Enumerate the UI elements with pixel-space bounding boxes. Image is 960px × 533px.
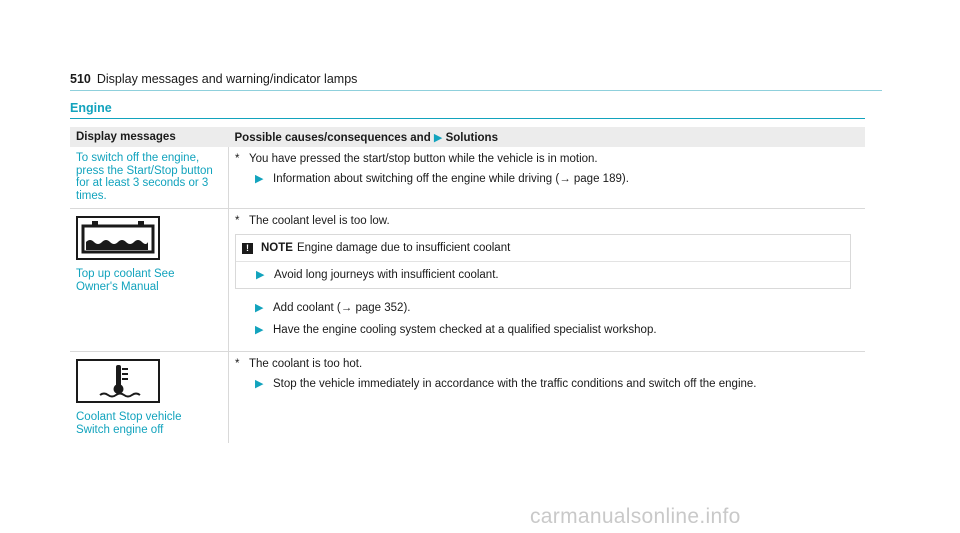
message-text: Top up coolant See Owner's Manual	[76, 268, 175, 293]
table-row	[70, 209, 865, 352]
table-row	[70, 352, 865, 444]
col-display-messages: Display messages	[70, 127, 229, 147]
play-arrow-icon: ▶	[255, 324, 264, 336]
col-causes-solutions	[229, 127, 866, 147]
page-ref-link[interactable]: page 189	[573, 173, 622, 185]
cause-text: You have pressed the start/stop button while the vehicle is in motion.	[249, 153, 598, 165]
note-box	[235, 234, 851, 289]
coolant-level-icon	[76, 216, 160, 260]
solution-end: ).	[621, 173, 629, 185]
play-arrow-icon: ▶	[256, 269, 265, 281]
warning-icon: !	[242, 243, 253, 254]
watermark: carmanualsonline.info	[530, 505, 741, 528]
coolant-temperature-icon	[76, 359, 160, 403]
message-cell	[70, 352, 229, 444]
message-cell	[70, 209, 229, 352]
message-cell	[70, 147, 229, 209]
section-title: Engine	[70, 101, 112, 115]
message-text-line2: Switch engine off	[76, 423, 164, 436]
chapter-title: Display messages and warning/indicator lamps	[96, 72, 358, 86]
solution-end: ).	[403, 302, 411, 314]
play-arrow-icon: ▶	[255, 378, 264, 390]
bullet-star: *	[235, 215, 240, 227]
col2-header-solutions: Solutions	[445, 131, 498, 144]
bullet-star: *	[235, 358, 240, 370]
note-label: NOTE	[261, 242, 293, 254]
note-solution: Avoid long journeys with insufficient coolant.	[274, 269, 499, 281]
solution-item: ▶ Add coolant (→ page 352).	[255, 302, 411, 314]
cause-cell	[229, 147, 866, 209]
cause-text: The coolant level is too low.	[249, 215, 390, 227]
section-rule	[70, 118, 865, 119]
play-arrow-icon: ▶	[255, 302, 264, 314]
play-arrow-icon: ▶	[433, 131, 443, 144]
cause-text: The coolant is too hot.	[249, 358, 363, 370]
cause-cell	[229, 209, 866, 352]
table-row	[70, 147, 865, 209]
message-text: To switch off the engine, press the Start/Stop button for at least 3 seconds or 3 times.	[76, 152, 213, 202]
solution-item	[255, 377, 859, 391]
col2-header-text: Possible causes/consequences and	[234, 131, 434, 144]
solution-item: ▶ Information about switching off the engine while driving (→ page 189).	[255, 173, 629, 185]
solution-item	[255, 323, 859, 337]
cause-cell	[229, 352, 866, 444]
page-ref-link[interactable]: page 352	[355, 302, 404, 314]
bullet-star: *	[235, 153, 240, 165]
page-number: 510	[70, 72, 91, 86]
solution-text: Stop the vehicle immediately in accordance with the traffic conditions and switch off the engine.	[273, 378, 757, 390]
message-text-line1: Coolant Stop vehicle	[76, 411, 182, 423]
play-arrow-icon: ▶	[255, 173, 264, 185]
solution-text: Add coolant (	[273, 302, 341, 314]
note-title: Engine damage due to insufficient coolant	[296, 242, 511, 254]
solution-text: Information about switching off the engine while driving (	[273, 173, 560, 185]
solution-text: Have the engine cooling system checked at a qualified specialist workshop.	[273, 324, 657, 336]
page-header	[70, 72, 357, 86]
header-rule	[70, 90, 882, 91]
table-header-row	[70, 127, 865, 147]
messages-table	[70, 127, 865, 443]
